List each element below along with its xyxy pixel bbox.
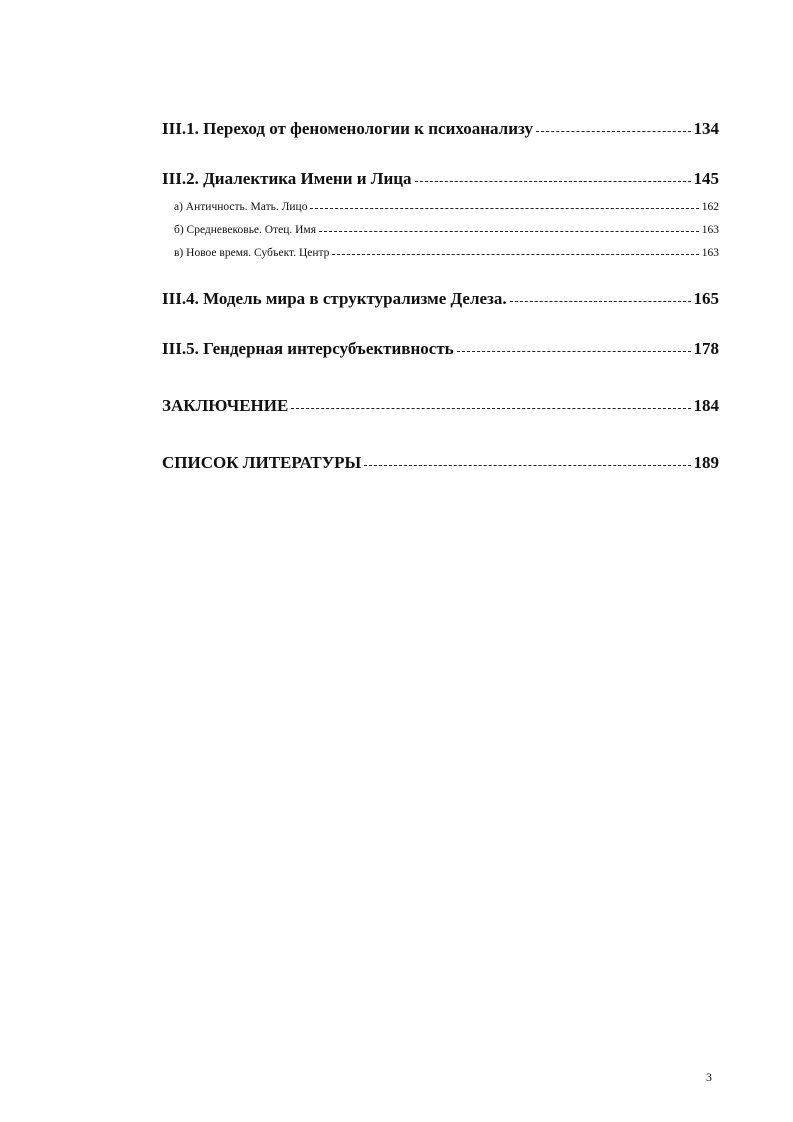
- toc-subentry-a: [174, 201, 719, 213]
- toc-entry-page: 178: [693, 339, 719, 358]
- toc-leader: [291, 396, 690, 416]
- toc-entry-page: 162: [701, 201, 719, 213]
- toc-entry-page: 134: [693, 119, 719, 138]
- toc-entry-page: 189: [693, 453, 719, 472]
- toc-entry-bibliography: [162, 453, 719, 473]
- toc-entry-page: 163: [701, 247, 719, 259]
- toc-entry-page: 165: [693, 289, 719, 308]
- toc-leader: [415, 169, 691, 189]
- toc-entry-title: б) Средневековье. Отец. Имя: [174, 224, 316, 236]
- toc-entry-title: а) Античность. Мать. Лицо: [174, 201, 308, 213]
- toc-leader: [332, 247, 698, 259]
- toc-entry-conclusion: [162, 396, 719, 416]
- toc-entry-page: 145: [693, 169, 719, 188]
- toc-entry-title: III.2. Диалектика Имени и Лица: [162, 169, 412, 188]
- toc-entry-iii-2: [162, 169, 719, 189]
- toc-entry-title: III.4. Модель мира в структурализме Делеза.: [162, 289, 507, 308]
- toc-entry-title: в) Новое время. Субъект. Центр: [174, 247, 330, 259]
- toc-entry-page: 163: [701, 224, 719, 236]
- toc-leader: [364, 453, 690, 473]
- toc-leader: [536, 119, 691, 139]
- toc-leader: [510, 289, 691, 309]
- toc-entry-title: ЗАКЛЮЧЕНИЕ: [162, 396, 289, 415]
- toc-leader: [457, 339, 691, 359]
- toc-entry-title: СПИСОК ЛИТЕРАТУРЫ: [162, 453, 362, 472]
- toc-entry-iii-1: [162, 119, 719, 139]
- toc-entry-title: III.1. Переход от феноменологии к психоанализу: [162, 119, 533, 138]
- toc-entry-iii-4: [162, 289, 719, 309]
- page-number: 3: [706, 1070, 712, 1084]
- toc-entry-page: 184: [693, 396, 719, 415]
- toc-leader: [310, 201, 698, 213]
- toc-subentry-b: [174, 224, 719, 236]
- toc-entry-iii-5: [162, 339, 719, 359]
- toc-subentry-c: [174, 247, 719, 259]
- toc-leader: [319, 224, 699, 236]
- toc-entry-title: III.5. Гендерная интерсубъективность: [162, 339, 454, 358]
